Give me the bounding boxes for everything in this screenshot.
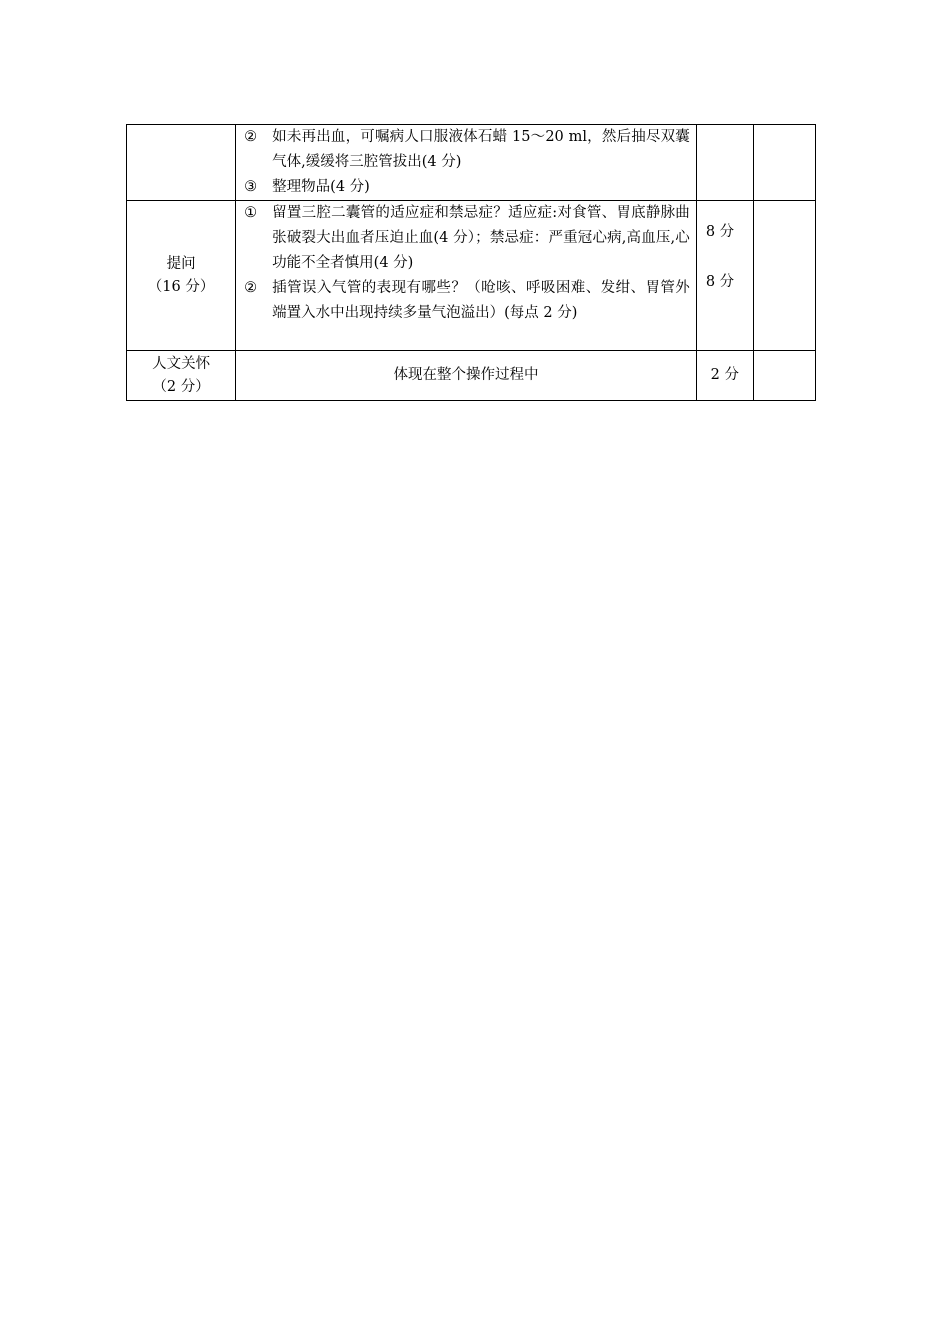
category-cell [127, 351, 236, 401]
list-item [244, 201, 690, 276]
table-row [127, 125, 816, 201]
score-cell [696, 201, 753, 351]
item-number: ① [244, 205, 258, 221]
actual-score-cell [753, 351, 815, 401]
list-item [244, 125, 690, 175]
score-cell [696, 125, 753, 201]
item-number: ③ [244, 179, 258, 195]
item-text: 插管误入气管的表现有哪些？（呛咳、呼吸困难、发绀、胃管外端置入水中出现持续多量气泡溢出）(每点 2 分) [272, 280, 690, 321]
content-cell: 体现在整个操作过程中 [236, 351, 697, 401]
item-score: 8 分 [705, 274, 735, 290]
table-row [127, 351, 816, 401]
category-cell [127, 125, 236, 201]
list-item [244, 276, 690, 326]
score-cell: 2 分 [696, 351, 753, 401]
item-text: 如未再出血，可嘱病人口服液体石蜡 15～20 ml，然后抽尽双囊气体,缓缓将三腔管拔出(4 分) [272, 129, 690, 170]
category-score: （16 分） [147, 278, 215, 295]
table-row [127, 201, 816, 351]
items-cell [236, 201, 697, 351]
list-item [244, 175, 690, 200]
category-cell [127, 201, 236, 351]
item-score: 8 分 [705, 224, 735, 240]
item-text: 留置三腔二囊管的适应症和禁忌症？适应症:对食管、胃底静脉曲张破裂大出血者压迫止血(4 分）；禁忌症：严重冠心病,高血压,心功能不全者慎用(4 分) [272, 205, 690, 271]
item-number: ② [244, 129, 258, 145]
actual-score-cell [753, 201, 815, 351]
category-label: 提问 [166, 255, 196, 272]
items-cell [236, 125, 697, 201]
category-label: 人文关怀 [152, 355, 211, 372]
category-score: （2 分） [152, 378, 210, 395]
item-number: ② [244, 280, 258, 296]
scoring-table [126, 124, 816, 401]
item-text: 整理物品(4 分) [272, 179, 370, 195]
actual-score-cell [753, 125, 815, 201]
